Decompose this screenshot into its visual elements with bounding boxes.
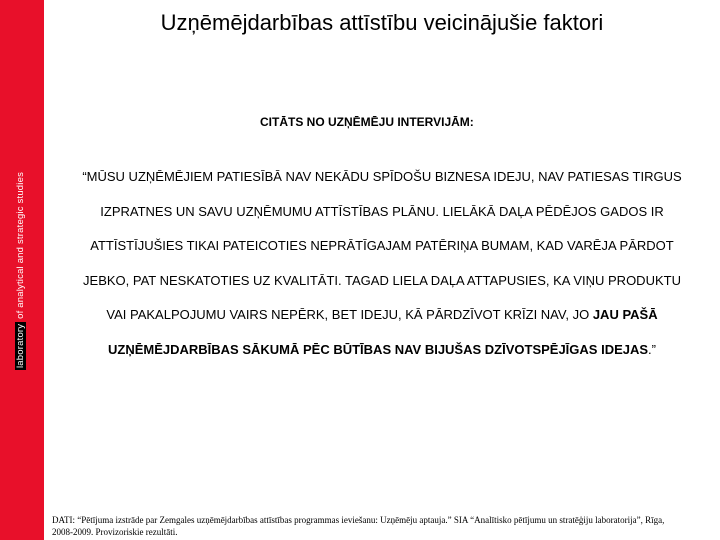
interview-quote	[52, 160, 712, 367]
quote-line-1: “MŪSU UZŅĒMĒJIEM PATIESĪBĀ NAV NEKĀDU SPĪDOŠU BIZNESA IDEJU, NAV PATIESAS TIRGUS	[82, 169, 682, 184]
quote-line-3: ATTĪSTĪJUŠIES TIKAI PATEICOTIES NEPRĀTĪGAJAM PATĒRIŅA BUMAM, KAD VARĒJA PĀRDOT	[90, 238, 674, 253]
quote-ending: .”	[648, 341, 656, 357]
quote-emphasis-2: UZŅĒMĒJDARBĪBAS SĀKUMĀ PĒC BŪTĪBAS NAV BIJUŠAS DZĪVOTSPĒJĪGAS IDEJAS	[107, 341, 649, 357]
logo-rest-text: of analytical and strategic studies	[15, 171, 26, 322]
quote-line-5: VAI PAKALPOJUMU VAIRS NEPĒRK, BET IDEJU, KĀ PĀRDZĪVOT KRĪZI NAV, JO	[106, 307, 590, 322]
quote-heading: CITĀTS NO UZŅĒMĒJU INTERVIJĀM:	[260, 115, 474, 129]
quote-line-2: IZPRATNES UN SAVU UZŅĒMUMU ATTĪSTĪBAS PLĀNU. LIELĀKĀ DAĻA PĒDĒJOS GADOS IR	[100, 203, 664, 219]
source-note: DATI: “Pētījuma izstrāde par Zemgales uzņēmējdarbības attīstības programmas ieviešanu: Uzņēmēju aptauja.” SIA “Analītisko pētījumu un stratēģiju laboratorija”, Rīga, 2008-2009. Provizoriskie rezultāti.	[52, 515, 665, 537]
logo-boxed-word: laboratory	[15, 323, 26, 368]
slide-title: Uzņēmējdarbības attīstību veicinājušie faktori	[160, 10, 604, 35]
laboratory-logo	[15, 172, 26, 370]
quote-line-4: JEBKO, PAT NESKATOTIES UZ KVALITĀTI. TAGAD LIELA DAĻA ATTAPUSIES, KA VIŅU PRODUKTU	[83, 272, 681, 288]
quote-emphasis-1: JAU PAŠĀ	[592, 307, 658, 322]
